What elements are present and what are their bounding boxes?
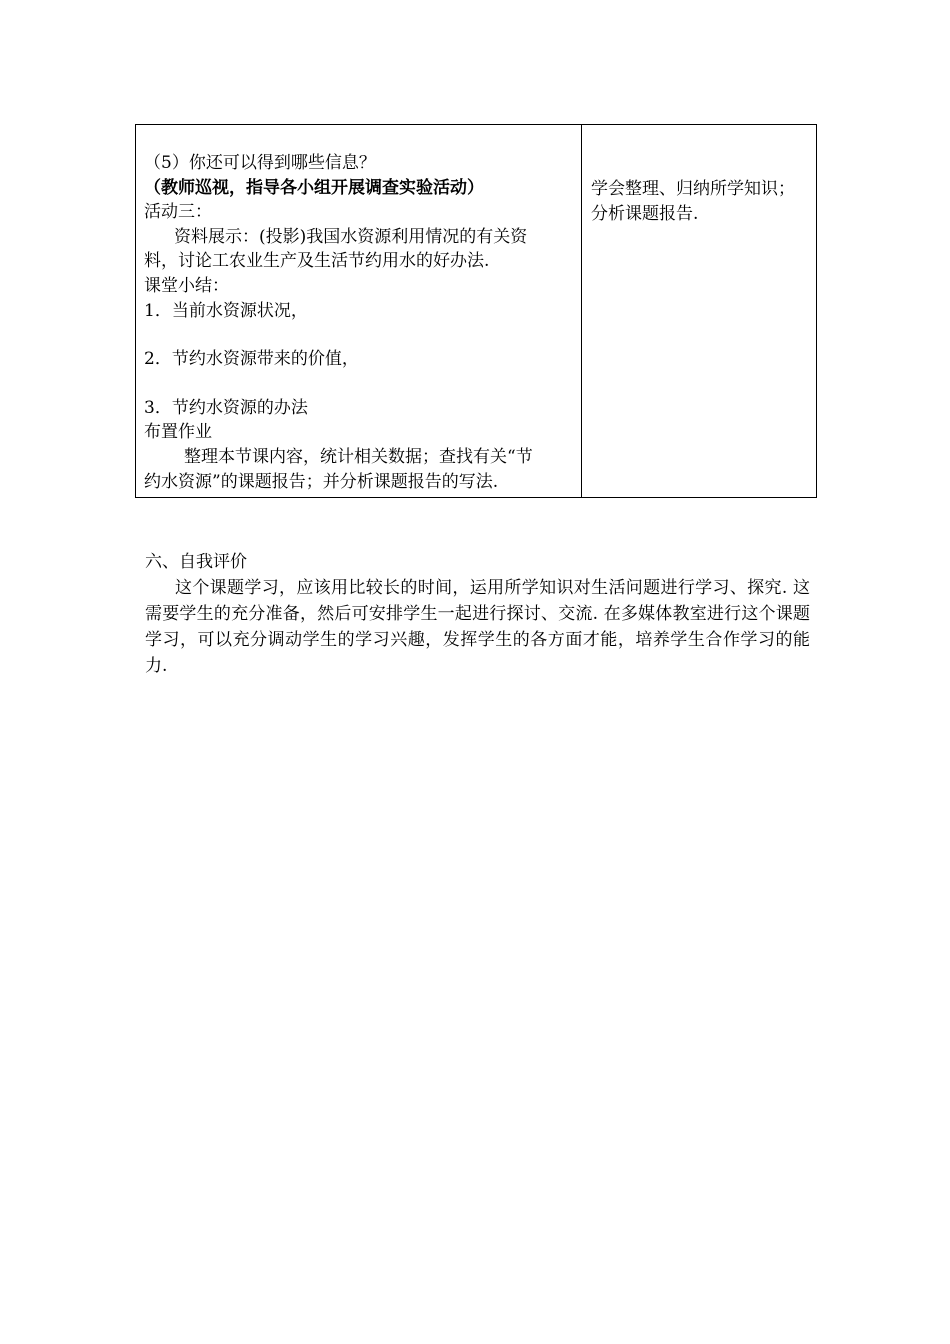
homework-line: 整理本节课内容，统计相关数据；查找有关“节 bbox=[184, 446, 533, 467]
intent-line-1: 学会整理、归纳所学知识； bbox=[591, 179, 795, 199]
teaching-process-cell bbox=[136, 125, 582, 498]
summary-item-3: 3．节约水资源的办法 bbox=[144, 397, 308, 418]
question-5-line: （5）你还可以得到哪些信息？ bbox=[144, 153, 376, 173]
design-intent-cell bbox=[582, 125, 817, 498]
section-title: 六、自我评价 bbox=[145, 552, 247, 572]
self-evaluation-section bbox=[145, 550, 810, 679]
table-row bbox=[136, 125, 817, 498]
material-display-line-cont: 料，讨论工农业生产及生活节约用水的好办法. bbox=[144, 251, 490, 272]
class-summary-heading: 课堂小结： bbox=[144, 275, 229, 296]
homework-line-cont: 约水资源”的课题报告；并分析课题报告的写法. bbox=[144, 471, 499, 492]
summary-item-2: 2．节约水资源带来的价值， bbox=[144, 349, 359, 370]
material-display-line: 资料展示：(投影)我国水资源利用情况的有关资 bbox=[174, 226, 528, 247]
activity-three-heading: 活动三： bbox=[144, 202, 212, 223]
summary-item-1: 1．当前水资源状况， bbox=[144, 300, 308, 321]
intent-line-2: 分析课题报告. bbox=[591, 203, 699, 224]
teacher-guidance-line: （教师巡视，指导各小组开展调查实验活动） bbox=[144, 177, 484, 198]
homework-heading: 布置作业 bbox=[144, 422, 212, 443]
section-body: 这个课题学习，应该用比较长的时间，运用所学知识对生活问题进行学习、探究. 这需要学生的充分准备，然后可安排学生一起进行探讨、交流. 在多媒体教室进行这个课题学习，可以充分调动学生的学习兴趣，发挥学生的各方面才能，培养学生合作学习的能力. bbox=[145, 578, 810, 676]
lesson-table bbox=[135, 124, 817, 498]
